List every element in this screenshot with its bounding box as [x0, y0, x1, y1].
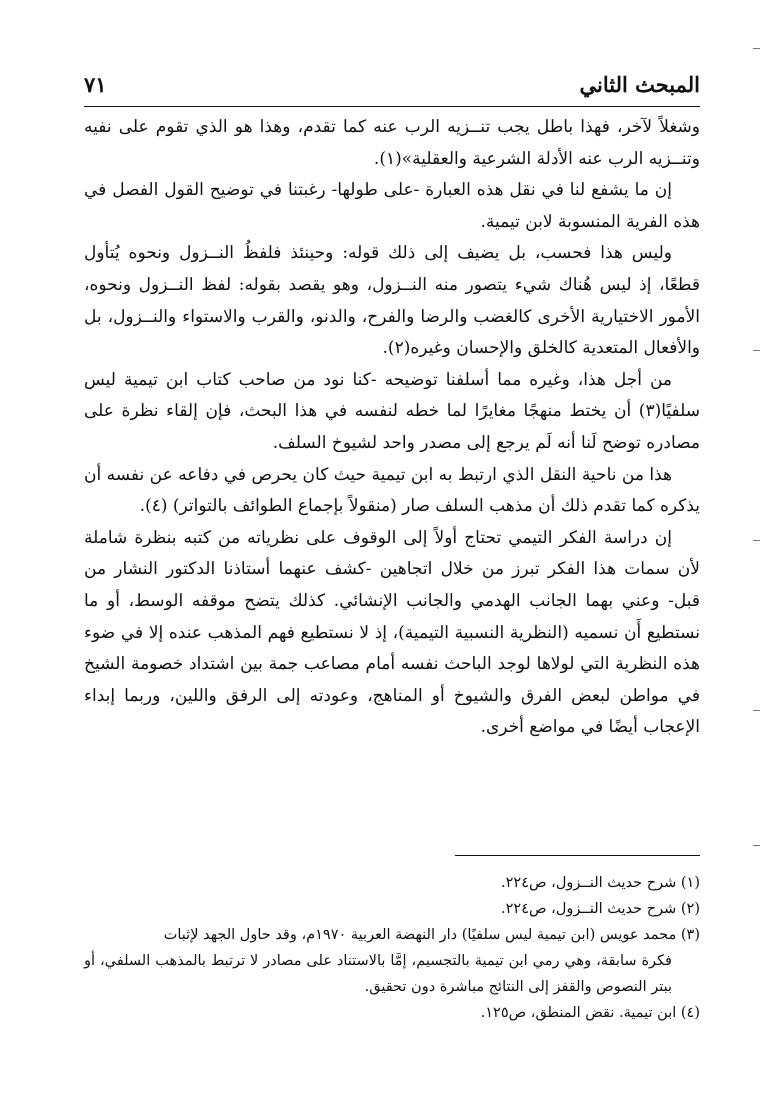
scan-edge-mark: [753, 845, 760, 846]
paragraph: من أجل هذا، وغيره مما أسلفنا توضيحه -كنا نود من صاحب كتاب ابن تيمية ليس سلفيًا(٣) أن يختط منهجًا مغايرًا لما خطه لنفسه في هذا البحث، فإن إلقاء نظرة على مصادره توضح لَنا أنه لَم يرجع إلى مصدر واحد لشيوخ السلف.: [84, 369, 700, 453]
scan-edge-mark: [753, 48, 760, 49]
scan-edge-mark: [753, 710, 760, 711]
footnotes: [84, 870, 700, 1026]
footnote: (٣) محمد عويس (ابن تيمية ليس سلفيًا) دار النهضة العربية ١٩٧٠م، وقد حاول الجهد لإثبات: [163, 927, 700, 943]
footnote-continuation: فكرة سابقة، وهي رمي ابن تيمية بالتجسيم، إمَّا بالاستناد على مصادر لا ترتبط بالمذهب السلفي، أو ببتر النصوص والقفز إلى النتائج مباشرة دون تحقيق.: [84, 953, 672, 995]
paragraph: هذا من ناحية النقل الذي ارتبط به ابن تيمية حيث كان يحرص في دفاعه عن نفسه أن يذكره كما تقدم ذلك أن مذهب السلف صار (منقولاً بإجماع الطوائف بالتواتر) (٤).: [84, 464, 700, 517]
paragraph: إن ما يشفع لنا في نقل هذه العبارة -على طولها- رغبتنا في توضيح القول الفصل في هذه الفرية المنسوبة لابن تيمية.: [84, 180, 700, 232]
footnote-divider: [455, 855, 700, 856]
chapter-title: المبحث الثاني: [579, 72, 700, 97]
running-header: [84, 72, 700, 102]
main-text: [84, 112, 700, 744]
paragraph: وليس هذا فحسب، بل يضيف إلى ذلك قوله: وحينئذ فلفظُ النــزول ونحوه يُتأول قطعًا، إذ ليس هُناك شيء يتصور منه النــزول، وهو يقصد بقوله: لفظ النــزول ونحوه، الأمور الاختيارية الأخرى كالغضب والرضا والفرح، والدنو، والقرب والاستواء والنــزول، بل والأفعال المتعدية كالخلق والإحسان وغيره(٢).: [84, 243, 700, 359]
header-divider: [84, 106, 700, 107]
footnote: (١) شرح حديث النــزول، ص٢٢٤.: [501, 875, 700, 891]
footnote: (٢) شرح حديث النــزول، ص٢٢٤.: [501, 901, 700, 917]
scan-edge-mark: [753, 350, 760, 351]
scan-edge-mark: [753, 540, 760, 541]
paragraph: وشغلاً لآخر، فهذا باطل يجب تنــزيه الرب عنه كما تقدم، وهذا هو الذي تقوم على نفيه وتنــزيه الرب عنه الأدلة الشرعية والعقلية»(١).: [84, 117, 700, 169]
paragraph: إن دراسة الفكر التيمي تحتاج أولاً إلى الوقوف على نظرياته من كتبه بنظرة شاملة لأن سمات هذا الفكر تبرز من خلال اتجاهين -كشف عنهما أستاذنا الدكتور النشار من قبل- وعني بهما الجانب الهدمي والجانب الإنشائي. كذلك يتضح موقفه الوسط، أو ما نستطيع أَن نسميه (النظرية النسبية التيمية)، إذ لا نستطيع فهم المذهب عنده إلا في ضوء هذه النظرية التي لولاها لوجد الباحث نفسه أمام مصاعب جمة بين اشتداد خصومة الشيخ في مواطن لبعض الفرق والشيوخ أو المناهج، وعودته إلى الرفق واللين، وربما إبداء الإعجاب أيضًا في مواضع أخرى.: [84, 527, 700, 738]
page-number: ٧١: [84, 72, 107, 97]
footnote: (٤) ابن تيمية. نقض المنطق، ص١٢٥.: [480, 1005, 700, 1021]
